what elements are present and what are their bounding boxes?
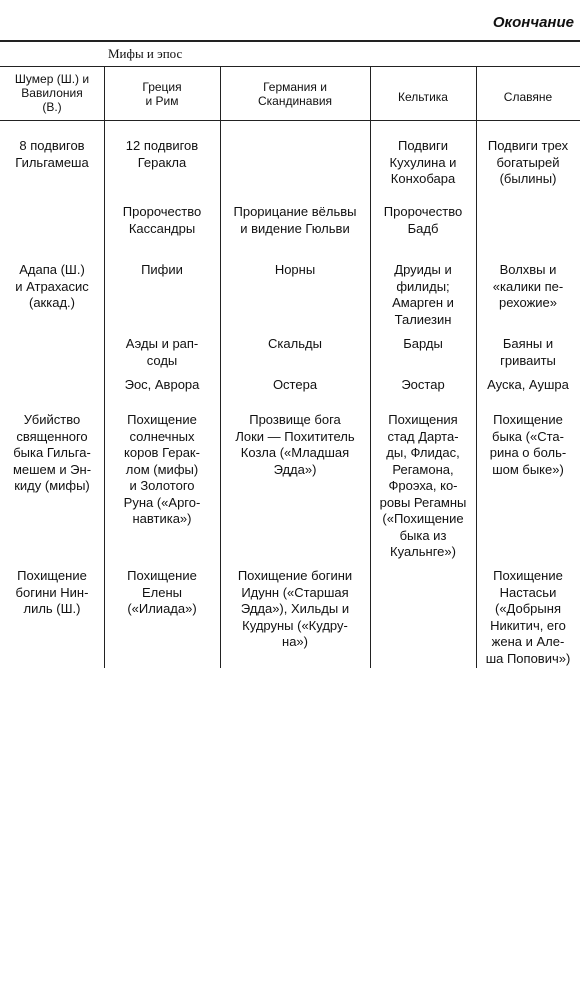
cell-r4-greece: Аэды и рап- соды — [125, 336, 199, 368]
cell-r1-greece: 12 подвигов Геракла — [125, 138, 199, 170]
cell-r4-slavs: Баяны и гриваиты — [500, 336, 556, 368]
cell-r7-sumer: Похищение богини Нин- лиль (Ш.) — [15, 568, 89, 616]
cell-r4-celtic: Барды — [403, 336, 443, 351]
cell-r6-sumer: Убийство священного быка Гильга- мешем и Эн- киду (мифы) — [12, 412, 92, 493]
cell-r4-germany: Скальды — [268, 336, 322, 351]
cell-r3-germany: Норны — [274, 262, 316, 277]
cell-r3-slavs: Волхвы и «калики пе- рехожие» — [492, 262, 564, 310]
col-header-sumer: Шумер (Ш.) и Вавилония (В.) — [14, 72, 90, 114]
col-header-celtic: Кельтика — [398, 90, 448, 104]
cell-r2-celtic: Пророчество Бадб — [383, 204, 463, 236]
page-title: Окончание — [492, 14, 574, 31]
cell-r1-sumer: 8 подвигов Гильгамеша — [15, 138, 89, 170]
cell-r2-greece: Пророчество Кассандры — [122, 204, 202, 236]
col-header-germany-scandinavia: Германия и Скандинавия — [257, 80, 333, 108]
cell-r6-celtic: Похищения стад Дарта- ды, Флидас, Регамона, Фроэха, ко- ровы Регамны («Похищение быка из Куальнге») — [379, 412, 467, 559]
cell-r6-slavs: Похищение быка («Ста- рина о боль- шом быке») — [489, 412, 567, 477]
cell-r2-germany: Прорицание вёльвы и видение Гюльви — [233, 204, 357, 236]
header-bottom-rule — [0, 120, 580, 121]
cell-r6-greece: Похищение солнечных коров Герак- лом (мифы) и Золотого Руна («Арго- навтика») — [123, 412, 201, 526]
cell-r5-greece: Эос, Аврора — [124, 377, 200, 392]
col-header-slavs: Славяне — [503, 90, 553, 104]
top-rule — [0, 40, 580, 42]
col-header-greece-rome: Греция и Рим — [142, 80, 182, 108]
cell-r3-sumer: Адапа (Ш.) и Атрахасис (аккад.) — [15, 262, 89, 310]
header-top-rule — [0, 66, 580, 67]
cell-r3-celtic: Друиды и филиды; Амарген и Талиезин — [392, 262, 454, 327]
cell-r1-slavs: Подвиги трех богатырей (былины) — [487, 138, 569, 186]
cell-r7-slavs: Похищение Настасьи («Добрыня Никитич, его жена и Але- ша Попович») — [485, 568, 571, 666]
cell-r6-germany: Прозвище бога Локи — Похититель Козла («Младшая Эдда») — [235, 412, 355, 477]
cell-r7-germany: Похищение богини Идунн («Старшая Эдда»), Хильды и Кудруны («Кудру- на») — [237, 568, 353, 649]
section-label: Мифы и эпос — [108, 46, 183, 61]
cell-r5-slavs: Ауска, Аушра — [487, 377, 569, 392]
cell-r1-celtic: Подвиги Кухулина и Конхобара — [389, 138, 457, 186]
cell-r5-germany: Остера — [272, 377, 318, 392]
cell-r7-greece: Похищение Елены («Илиада») — [127, 568, 197, 616]
cell-r5-celtic: Эостар — [401, 377, 445, 392]
cell-r3-greece: Пифии — [141, 262, 183, 277]
